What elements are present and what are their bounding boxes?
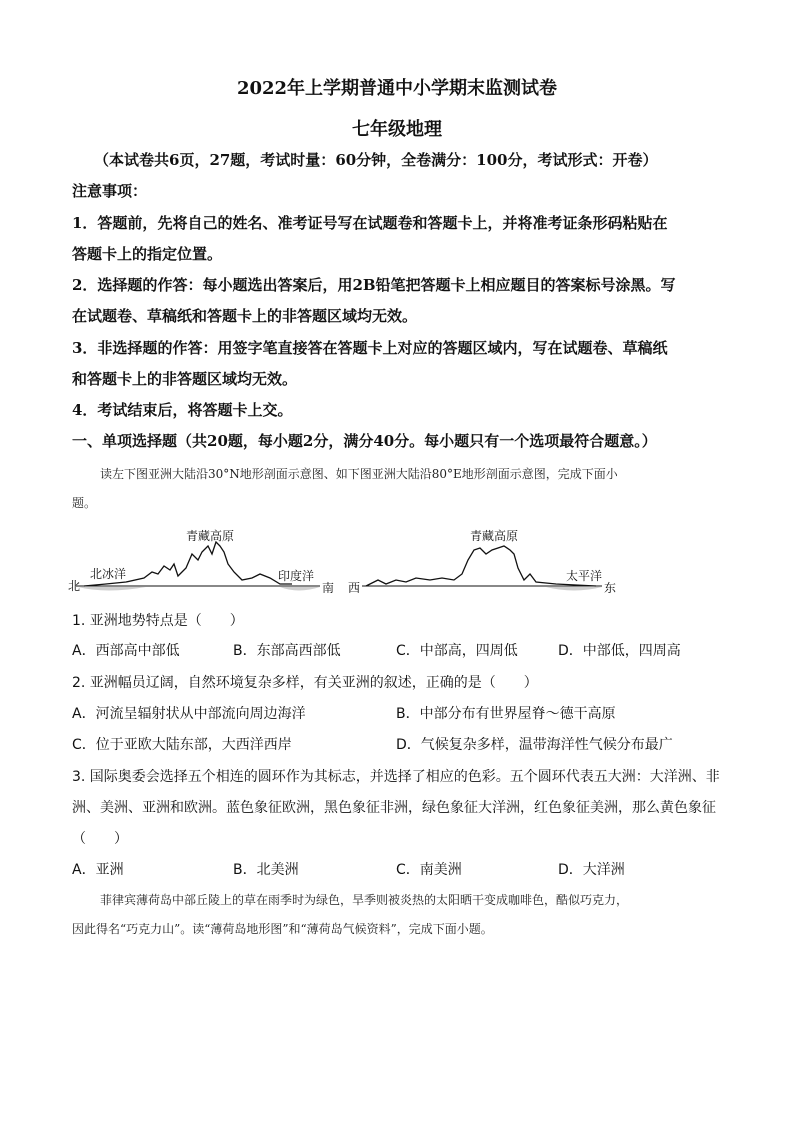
left-north-label: 北 (68, 579, 81, 593)
right-peak-label: 青藏高原 (470, 529, 519, 543)
note-3-line-1: 3．非选择题的作答：用签字笔直接答在答题卡上对应的答题区域内，写在试题卷、草稿纸 (72, 339, 668, 357)
exam-title: 2022年上学期普通中小学期末监测试卷 (236, 78, 558, 99)
note-2-line-2: 在试题卷、草稿纸和答题卡上的非答题区域均无效。 (72, 307, 418, 325)
q1-option-d[interactable]: D．中部低，四周高 (558, 643, 681, 659)
section-1-heading: 一、单项选择题（共20题，每小题2分，满分40分。每小题只有一个选项最符合题意。） (72, 432, 657, 450)
right-east-ocean-label: 太平洋 (566, 569, 603, 583)
left-south-label: 南 (322, 581, 335, 595)
right-east-label: 东 (604, 581, 617, 595)
q3-option-a[interactable]: A．亚洲 (72, 862, 124, 878)
q1-option-a[interactable]: A．西部高中部低 (72, 643, 180, 659)
pacific-shade (546, 587, 602, 591)
q1-option-c[interactable]: C．中部高，四周低 (396, 643, 518, 659)
exam-info: （本试卷共6页，27题，考试时量：60分钟，全卷满分：100分，考试形式：开卷） (94, 151, 658, 169)
q3-stem-line-2: 洲、美洲、亚洲和欧洲。蓝色象征欧洲，黑色象征非洲，绿色象征大洋洲，红色象征美洲，那么黄色象征 (72, 800, 716, 816)
note-1-line-2: 答题卡上的指定位置。 (72, 245, 223, 263)
q2-option-c[interactable]: C．位于亚欧大陆东部，大西洋西岸 (72, 737, 292, 753)
q1-stem: 1. 亚洲地势特点是（ ） (72, 613, 244, 629)
q3-option-d[interactable]: D．大洋洲 (558, 862, 625, 878)
q1-option-b[interactable]: B．东部高西部低 (233, 643, 341, 659)
right-sea-shade (280, 587, 320, 591)
left-sea-shade (78, 587, 146, 591)
figure-intro-line-2: 题。 (72, 496, 97, 510)
note-2-line-1: 2．选择题的作答：每小题选出答案后，用2B铅笔把答题卡上相应题目的答案标号涂黑。写 (72, 276, 676, 294)
q3-option-b[interactable]: B．北美洲 (233, 862, 299, 878)
profile-30n-figure (66, 524, 348, 600)
notes-heading: 注意事项： (72, 182, 148, 200)
note-1-line-1: 1．答题前，先将自己的姓名、准考证号写在试题卷和答题卡上，并将准考证条形码粘贴在 (72, 214, 668, 232)
passage-2-line-2: 因此得名“巧克力山”。读“薄荷岛地形图”和“薄荷岛气候资料”，完成下面小题。 (72, 922, 493, 936)
note-3-line-2: 和答题卡上的非答题区域均无效。 (72, 370, 298, 388)
passage-2-line-1: 菲律宾薄荷岛中部丘陵上的草在雨季时为绿色，旱季则被炎热的太阳晒干变成咖啡色，酷似巧克力， (100, 893, 629, 907)
q3-option-c[interactable]: C．南美洲 (396, 862, 462, 878)
q3-stem-line-3: （ ） (72, 831, 128, 847)
right-terrain-line (366, 546, 596, 586)
q2-stem: 2. 亚洲幅员辽阔，自然环境复杂多样，有关亚洲的叙述，正确的是（ ） (72, 675, 538, 691)
note-4: 4．考试结束后，将答题卡上交。 (72, 401, 293, 419)
figure-intro-line-1: 读左下图亚洲大陆沿30°N地形剖面示意图、如下图亚洲大陆沿80°E地形剖面示意图，完成下面小 (100, 467, 618, 481)
q3-stem-line-1: 3. 国际奥委会选择五个相连的圆环作为其标志，并选择了相应的色彩。五个圆环代表五大洲：大洋洲、非 (72, 769, 720, 785)
left-west-ocean-label: 北冰洋 (90, 567, 127, 581)
exam-subject: 七年级地理 (352, 119, 442, 140)
q2-option-d[interactable]: D．气候复杂多样，温带海洋性气候分布最广 (396, 737, 673, 753)
right-west-label: 西 (348, 581, 361, 595)
left-peak-label: 青藏高原 (186, 529, 235, 543)
q2-option-a[interactable]: A．河流呈辐射状从中部流向周边海洋 (72, 706, 306, 722)
profile-80e-figure (346, 524, 636, 600)
left-east-ocean-label: 印度洋 (278, 569, 315, 583)
q2-option-b[interactable]: B．中部分布有世界屋脊～德干高原 (396, 706, 616, 722)
